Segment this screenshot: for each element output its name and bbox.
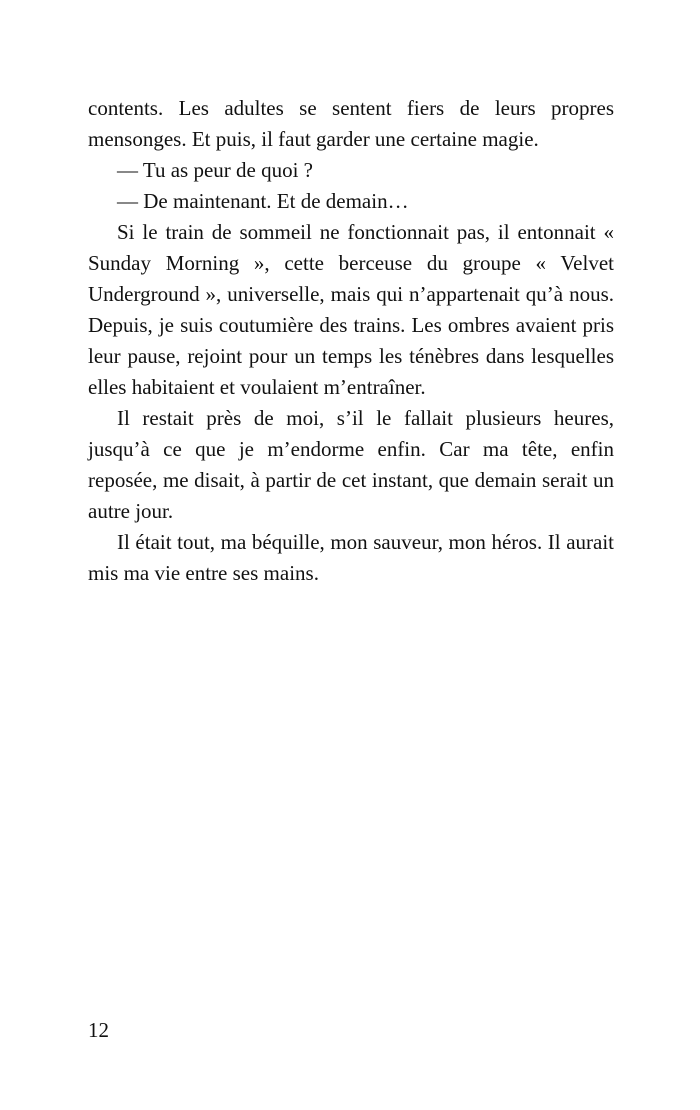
paragraph-hero: Il était tout, ma béquille, mon sauveur, mon héros. Il aurait mis ma vie entre ses mains. — [88, 530, 614, 585]
paragraph-night: Il restait près de moi, s’il le fallait plusieurs heures, jusqu’à ce que je m’endorme enfin. Car ma tête, enfin reposée, me disait, à partir de cet instant, que demain serait un autre jour. — [88, 406, 614, 523]
paragraph-train: Si le train de sommeil ne fonctionnait pas, il entonnait « Sunday Morning », cette berceuse du groupe « Velvet Underground », universelle, mais qui n’appartenait qu’à nous. Depuis, je suis coutumière des trains. Les ombres avaient pris leur pause, rejoint pour un temps les ténèbres dans lesquelles elles habitaient et voulaient m’entraîner. — [88, 220, 614, 399]
body-text — [88, 93, 614, 589]
dialogue-line-answer: — De maintenant. Et de demain… — [117, 189, 409, 213]
dialogue-line-question: — Tu as peur de quoi ? — [117, 158, 313, 182]
page-number: 12 — [88, 1018, 109, 1042]
paragraph-continuation: contents. Les adultes se sentent fiers de leurs propres mensonges. Et puis, il faut garder une certaine magie. — [88, 96, 614, 151]
